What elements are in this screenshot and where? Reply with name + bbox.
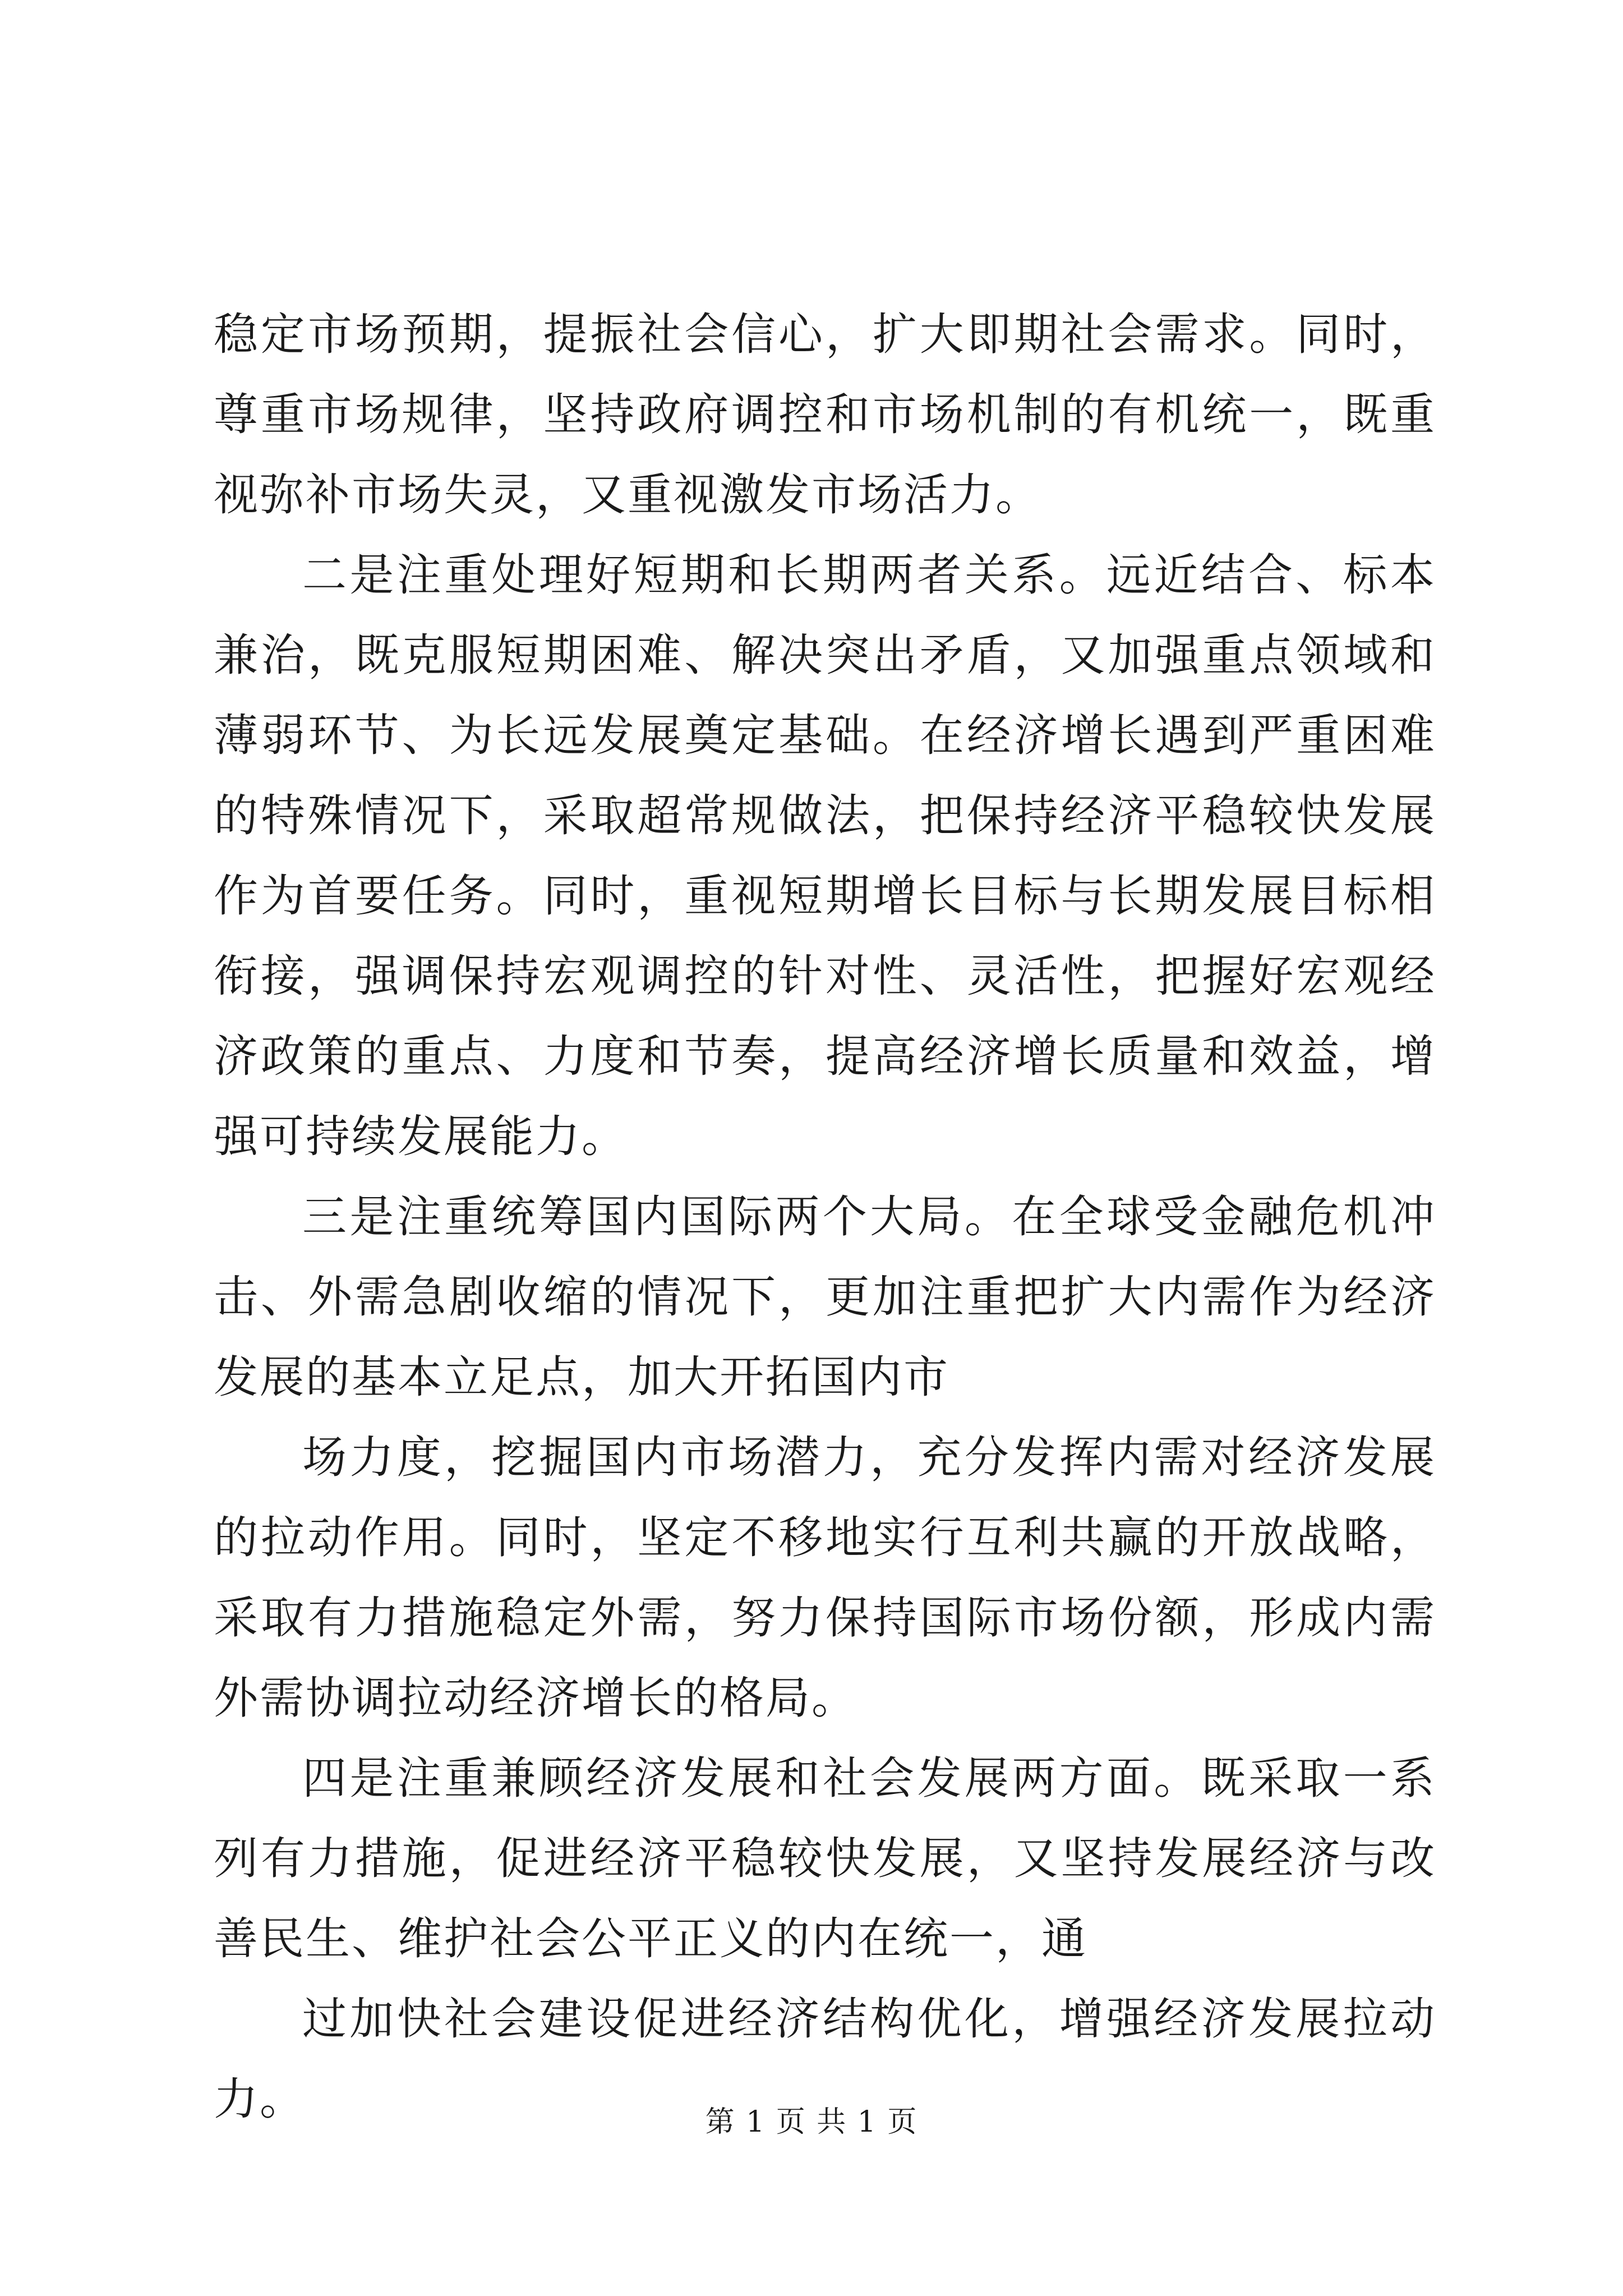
paragraph-1: 稳定市场预期，提振社会信心，扩大即期社会需求。同时，尊重市场规律，坚持政府调控和市场机制的有机统一，既重视弥补市场失灵，又重视激发市场活力。 [214, 309, 1436, 521]
paragraph-3: 三是注重统筹国内国际两个大局。在全球受金融危机冲击、外需急剧收缩的情况下，更加注重把扩大内需作为经济发展的基本立足点，加大开拓国内市 [214, 1191, 1436, 1403]
paragraph-6: 过加快社会建设促进经济结构优化，增强经济发展拉动力。 [214, 1993, 1436, 2125]
paragraph-4: 场力度，挖掘国内市场潜力，充分发挥内需对经济发展的拉动作用。同时，坚定不移地实行互利共赢的开放战略，采取有力措施稳定外需，努力保持国际市场份额，形成内需外需协调拉动经济增长的格局。 [214, 1432, 1436, 1724]
page-number-footer: 第 1 页 共 1 页 [705, 2105, 918, 2139]
document-body [214, 295, 1436, 2139]
paragraph-5: 四是注重兼顾经济发展和社会发展两方面。既采取一系列有力措施，促进经济平稳较快发展，又坚持发展经济与改善民生、维护社会公平正义的内在统一，通 [214, 1752, 1436, 1964]
paragraph-2: 二是注重处理好短期和长期两者关系。远近结合、标本兼治，既克服短期困难、解决突出矛盾，又加强重点领域和薄弱环节、为长远发展奠定基础。在经济增长遇到严重困难的特殊情况下，采取超常规做法，把保持经济平稳较快发展作为首要任务。同时，重视短期增长目标与长期发展目标相衔接，强调保持宏观调控的针对性、灵活性，把握好宏观经济政策的重点、力度和节奏，提高经济增长质量和效益，增强可持续发展能力。 [214, 549, 1436, 1162]
